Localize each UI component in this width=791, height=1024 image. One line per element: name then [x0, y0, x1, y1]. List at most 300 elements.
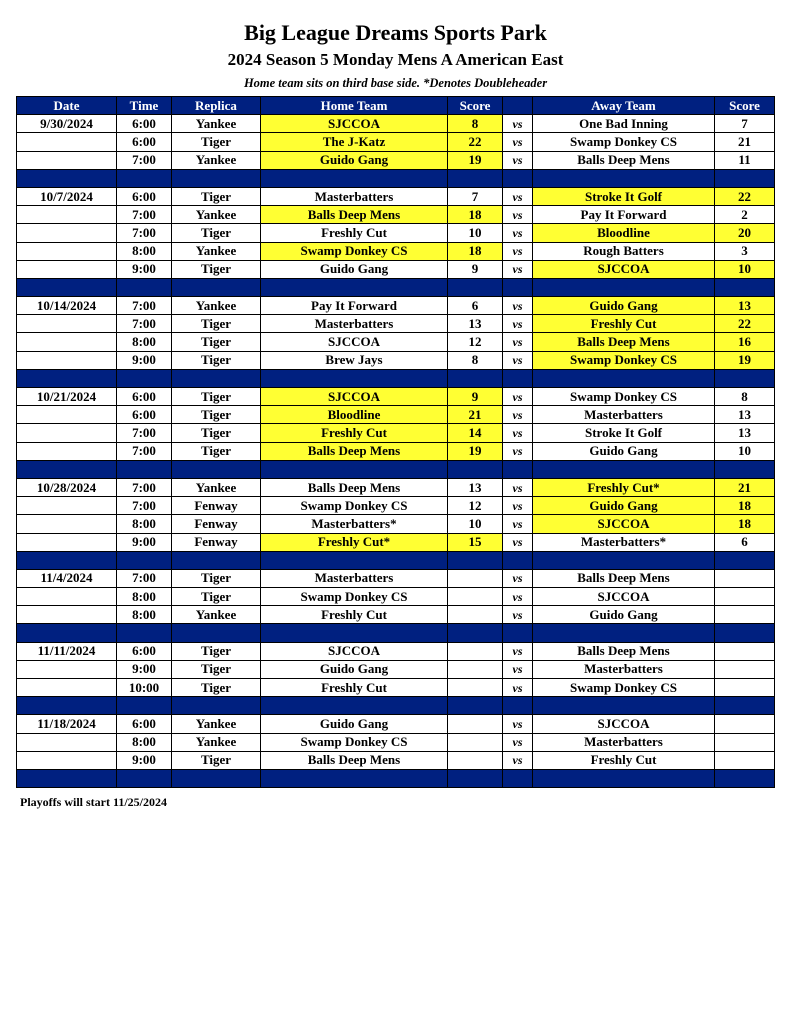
game-date: [17, 151, 117, 169]
vs-label: vs: [503, 206, 533, 224]
home-team: Bloodline: [261, 406, 448, 424]
away-score: 6: [715, 533, 775, 551]
schedule-body: [17, 115, 775, 788]
separator-cell: [172, 460, 261, 478]
home-score: 13: [448, 315, 503, 333]
game-time: 6:00: [117, 406, 172, 424]
separator-cell: [172, 769, 261, 787]
separator-cell: [448, 697, 503, 715]
table-row: [17, 297, 775, 315]
away-score: [715, 679, 775, 697]
col-away-score: Score: [715, 97, 775, 115]
table-header-row: [17, 97, 775, 115]
field-name: Yankee: [172, 297, 261, 315]
separator-cell: [17, 460, 117, 478]
home-score: 14: [448, 424, 503, 442]
table-row: [17, 260, 775, 278]
separator-cell: [533, 278, 715, 296]
away-score: [715, 660, 775, 678]
week-separator: [17, 460, 775, 478]
vs-label: vs: [503, 224, 533, 242]
game-date: 10/21/2024: [17, 388, 117, 406]
away-score: 13: [715, 297, 775, 315]
away-team: One Bad Inning: [533, 115, 715, 133]
separator-cell: [503, 551, 533, 569]
separator-cell: [503, 169, 533, 187]
vs-label: vs: [503, 679, 533, 697]
table-row: [17, 588, 775, 606]
field-name: Tiger: [172, 388, 261, 406]
away-team: Balls Deep Mens: [533, 333, 715, 351]
field-name: Yankee: [172, 715, 261, 733]
away-score: 20: [715, 224, 775, 242]
home-team: SJCCOA: [261, 115, 448, 133]
separator-cell: [261, 551, 448, 569]
game-date: [17, 406, 117, 424]
vs-label: vs: [503, 606, 533, 624]
home-score: 9: [448, 388, 503, 406]
vs-label: vs: [503, 533, 533, 551]
separator-cell: [261, 624, 448, 642]
away-team: Swamp Donkey CS: [533, 388, 715, 406]
col-home-score: Score: [448, 97, 503, 115]
vs-label: vs: [503, 642, 533, 660]
game-date: [17, 733, 117, 751]
away-score: [715, 751, 775, 769]
vs-label: vs: [503, 151, 533, 169]
field-name: Tiger: [172, 424, 261, 442]
separator-cell: [503, 697, 533, 715]
separator-cell: [715, 624, 775, 642]
table-row: [17, 442, 775, 460]
table-row: [17, 715, 775, 733]
separator-cell: [448, 369, 503, 387]
vs-label: vs: [503, 715, 533, 733]
game-time: 8:00: [117, 515, 172, 533]
separator-cell: [17, 278, 117, 296]
table-row: [17, 187, 775, 205]
field-name: Tiger: [172, 187, 261, 205]
away-score: 22: [715, 187, 775, 205]
separator-cell: [172, 697, 261, 715]
schedule-note: Home team sits on third base side. *Denotes Doubleheader: [243, 76, 548, 90]
table-row: [17, 533, 775, 551]
game-date: [17, 660, 117, 678]
vs-label: vs: [503, 351, 533, 369]
col-replica: Replica: [172, 97, 261, 115]
away-team: Balls Deep Mens: [533, 569, 715, 587]
week-separator: [17, 369, 775, 387]
separator-cell: [533, 697, 715, 715]
away-score: [715, 715, 775, 733]
away-team: Stroke It Golf: [533, 187, 715, 205]
vs-label: vs: [503, 333, 533, 351]
away-team: Freshly Cut: [533, 751, 715, 769]
separator-cell: [261, 278, 448, 296]
away-score: 13: [715, 424, 775, 442]
separator-cell: [503, 369, 533, 387]
field-name: Tiger: [172, 315, 261, 333]
game-date: [17, 224, 117, 242]
game-time: 8:00: [117, 733, 172, 751]
game-date: 10/28/2024: [17, 478, 117, 496]
separator-cell: [448, 278, 503, 296]
away-score: 21: [715, 133, 775, 151]
separator-cell: [448, 769, 503, 787]
separator-cell: [448, 169, 503, 187]
separator-cell: [117, 169, 172, 187]
table-row: [17, 642, 775, 660]
game-time: 7:00: [117, 424, 172, 442]
playoffs-note: Playoffs will start 11/25/2024: [20, 795, 167, 809]
away-score: 13: [715, 406, 775, 424]
field-name: Yankee: [172, 733, 261, 751]
game-time: 7:00: [117, 151, 172, 169]
home-team: Balls Deep Mens: [261, 478, 448, 496]
vs-label: vs: [503, 515, 533, 533]
home-team: Freshly Cut: [261, 679, 448, 697]
col-date: Date: [17, 97, 117, 115]
game-date: [17, 751, 117, 769]
field-name: Tiger: [172, 642, 261, 660]
separator-cell: [17, 624, 117, 642]
away-team: Masterbatters: [533, 660, 715, 678]
table-row: [17, 679, 775, 697]
home-score: [448, 733, 503, 751]
away-score: 8: [715, 388, 775, 406]
vs-label: vs: [503, 478, 533, 496]
separator-cell: [533, 769, 715, 787]
separator-cell: [533, 460, 715, 478]
game-time: 7:00: [117, 224, 172, 242]
game-time: 7:00: [117, 442, 172, 460]
col-vs: [503, 97, 533, 115]
home-team: Guido Gang: [261, 715, 448, 733]
home-team: SJCCOA: [261, 642, 448, 660]
vs-label: vs: [503, 388, 533, 406]
separator-cell: [117, 460, 172, 478]
field-name: Tiger: [172, 260, 261, 278]
away-score: 18: [715, 497, 775, 515]
home-team: Freshly Cut: [261, 224, 448, 242]
separator-cell: [117, 278, 172, 296]
game-date: [17, 533, 117, 551]
separator-cell: [261, 697, 448, 715]
game-date: 10/14/2024: [17, 297, 117, 315]
field-name: Tiger: [172, 569, 261, 587]
field-name: Fenway: [172, 497, 261, 515]
home-team: SJCCOA: [261, 388, 448, 406]
game-time: 7:00: [117, 315, 172, 333]
game-time: 6:00: [117, 187, 172, 205]
separator-cell: [503, 460, 533, 478]
home-score: [448, 606, 503, 624]
away-team: Masterbatters: [533, 733, 715, 751]
vs-label: vs: [503, 497, 533, 515]
home-team: Freshly Cut*: [261, 533, 448, 551]
vs-label: vs: [503, 569, 533, 587]
game-date: [17, 424, 117, 442]
away-team: Guido Gang: [533, 442, 715, 460]
home-team: Masterbatters: [261, 315, 448, 333]
away-team: Bloodline: [533, 224, 715, 242]
table-row: [17, 333, 775, 351]
vs-label: vs: [503, 187, 533, 205]
separator-cell: [117, 369, 172, 387]
week-separator: [17, 769, 775, 787]
table-row: [17, 660, 775, 678]
home-score: 15: [448, 533, 503, 551]
field-name: Yankee: [172, 242, 261, 260]
home-team: Masterbatters*: [261, 515, 448, 533]
away-score: 18: [715, 515, 775, 533]
game-date: 11/11/2024: [17, 642, 117, 660]
game-date: [17, 442, 117, 460]
field-name: Fenway: [172, 533, 261, 551]
away-score: 2: [715, 206, 775, 224]
table-row: [17, 406, 775, 424]
game-time: 9:00: [117, 260, 172, 278]
separator-cell: [715, 169, 775, 187]
home-team: Swamp Donkey CS: [261, 497, 448, 515]
home-team: Swamp Donkey CS: [261, 588, 448, 606]
col-home-team: Home Team: [261, 97, 448, 115]
away-team: Balls Deep Mens: [533, 642, 715, 660]
field-name: Fenway: [172, 515, 261, 533]
separator-cell: [533, 169, 715, 187]
away-team: Masterbatters: [533, 406, 715, 424]
table-row: [17, 751, 775, 769]
away-team: Pay It Forward: [533, 206, 715, 224]
separator-cell: [715, 278, 775, 296]
away-score: 10: [715, 260, 775, 278]
separator-cell: [117, 551, 172, 569]
home-score: [448, 588, 503, 606]
separator-cell: [533, 369, 715, 387]
home-team: Freshly Cut: [261, 606, 448, 624]
game-date: [17, 515, 117, 533]
home-team: Masterbatters: [261, 569, 448, 587]
separator-cell: [17, 769, 117, 787]
away-team: SJCCOA: [533, 588, 715, 606]
game-date: 11/4/2024: [17, 569, 117, 587]
game-time: 6:00: [117, 115, 172, 133]
table-row: [17, 478, 775, 496]
field-name: Tiger: [172, 406, 261, 424]
field-name: Tiger: [172, 660, 261, 678]
home-team: Pay It Forward: [261, 297, 448, 315]
separator-cell: [261, 169, 448, 187]
separator-cell: [448, 460, 503, 478]
separator-cell: [715, 769, 775, 787]
home-score: 7: [448, 187, 503, 205]
away-score: 3: [715, 242, 775, 260]
home-score: 12: [448, 333, 503, 351]
game-time: 8:00: [117, 333, 172, 351]
separator-cell: [715, 369, 775, 387]
separator-cell: [261, 369, 448, 387]
vs-label: vs: [503, 660, 533, 678]
away-score: 19: [715, 351, 775, 369]
away-score: 10: [715, 442, 775, 460]
game-time: 7:00: [117, 478, 172, 496]
away-team: SJCCOA: [533, 260, 715, 278]
game-date: 10/7/2024: [17, 187, 117, 205]
separator-cell: [503, 769, 533, 787]
home-team: Balls Deep Mens: [261, 751, 448, 769]
away-team: Freshly Cut*: [533, 478, 715, 496]
game-time: 6:00: [117, 133, 172, 151]
separator-cell: [172, 624, 261, 642]
home-score: 19: [448, 442, 503, 460]
season-subtitle: 2024 Season 5 Monday Mens A American East: [227, 50, 564, 69]
game-time: 7:00: [117, 297, 172, 315]
field-name: Tiger: [172, 224, 261, 242]
away-score: [715, 606, 775, 624]
game-time: 6:00: [117, 715, 172, 733]
home-team: Balls Deep Mens: [261, 206, 448, 224]
home-team: SJCCOA: [261, 333, 448, 351]
game-date: 11/18/2024: [17, 715, 117, 733]
game-time: 8:00: [117, 588, 172, 606]
home-team: Guido Gang: [261, 151, 448, 169]
away-team: Masterbatters*: [533, 533, 715, 551]
field-name: Tiger: [172, 679, 261, 697]
vs-label: vs: [503, 442, 533, 460]
week-separator: [17, 697, 775, 715]
game-time: 8:00: [117, 606, 172, 624]
week-separator: [17, 278, 775, 296]
separator-cell: [503, 624, 533, 642]
game-time: 9:00: [117, 533, 172, 551]
away-team: Swamp Donkey CS: [533, 351, 715, 369]
away-team: Balls Deep Mens: [533, 151, 715, 169]
home-score: 10: [448, 224, 503, 242]
game-time: 9:00: [117, 351, 172, 369]
home-team: Freshly Cut: [261, 424, 448, 442]
away-team: Guido Gang: [533, 606, 715, 624]
vs-label: vs: [503, 751, 533, 769]
home-score: 19: [448, 151, 503, 169]
home-team: Guido Gang: [261, 660, 448, 678]
separator-cell: [17, 551, 117, 569]
game-date: [17, 242, 117, 260]
field-name: Tiger: [172, 133, 261, 151]
week-separator: [17, 624, 775, 642]
game-date: [17, 260, 117, 278]
game-date: [17, 606, 117, 624]
home-score: [448, 751, 503, 769]
home-score: [448, 679, 503, 697]
table-row: [17, 388, 775, 406]
table-row: [17, 242, 775, 260]
field-name: Yankee: [172, 151, 261, 169]
field-name: Yankee: [172, 606, 261, 624]
game-time: 6:00: [117, 642, 172, 660]
table-row: [17, 115, 775, 133]
vs-label: vs: [503, 260, 533, 278]
game-time: 9:00: [117, 751, 172, 769]
field-name: Yankee: [172, 115, 261, 133]
vs-label: vs: [503, 406, 533, 424]
home-score: 8: [448, 115, 503, 133]
separator-cell: [117, 769, 172, 787]
home-score: 6: [448, 297, 503, 315]
vs-label: vs: [503, 133, 533, 151]
away-team: SJCCOA: [533, 715, 715, 733]
field-name: Tiger: [172, 588, 261, 606]
game-date: [17, 497, 117, 515]
col-time: Time: [117, 97, 172, 115]
home-score: 9: [448, 260, 503, 278]
field-name: Tiger: [172, 442, 261, 460]
separator-cell: [117, 624, 172, 642]
vs-label: vs: [503, 733, 533, 751]
week-separator: [17, 169, 775, 187]
separator-cell: [715, 551, 775, 569]
home-score: 21: [448, 406, 503, 424]
separator-cell: [261, 769, 448, 787]
game-time: 7:00: [117, 569, 172, 587]
away-score: 21: [715, 478, 775, 496]
game-time: 6:00: [117, 388, 172, 406]
vs-label: vs: [503, 242, 533, 260]
table-row: [17, 315, 775, 333]
home-score: [448, 642, 503, 660]
vs-label: vs: [503, 588, 533, 606]
vs-label: vs: [503, 315, 533, 333]
table-row: [17, 351, 775, 369]
home-score: [448, 715, 503, 733]
game-date: [17, 333, 117, 351]
field-name: Tiger: [172, 351, 261, 369]
home-team: Balls Deep Mens: [261, 442, 448, 460]
home-team: Swamp Donkey CS: [261, 242, 448, 260]
separator-cell: [172, 551, 261, 569]
away-team: Stroke It Golf: [533, 424, 715, 442]
separator-cell: [17, 697, 117, 715]
separator-cell: [172, 278, 261, 296]
away-team: Guido Gang: [533, 497, 715, 515]
field-name: Tiger: [172, 751, 261, 769]
away-team: SJCCOA: [533, 515, 715, 533]
table-row: [17, 733, 775, 751]
game-date: 9/30/2024: [17, 115, 117, 133]
home-team: Brew Jays: [261, 351, 448, 369]
week-separator: [17, 551, 775, 569]
table-row: [17, 224, 775, 242]
separator-cell: [172, 169, 261, 187]
home-score: [448, 660, 503, 678]
game-time: 9:00: [117, 660, 172, 678]
game-time: 8:00: [117, 242, 172, 260]
away-team: Rough Batters: [533, 242, 715, 260]
table-row: [17, 133, 775, 151]
game-date: [17, 588, 117, 606]
home-team: Masterbatters: [261, 187, 448, 205]
table-row: [17, 569, 775, 587]
separator-cell: [261, 460, 448, 478]
home-score: 18: [448, 242, 503, 260]
away-score: [715, 642, 775, 660]
schedule-table: [16, 96, 775, 788]
away-score: 16: [715, 333, 775, 351]
away-team: Guido Gang: [533, 297, 715, 315]
table-row: [17, 206, 775, 224]
separator-cell: [715, 697, 775, 715]
separator-cell: [533, 551, 715, 569]
game-date: [17, 315, 117, 333]
